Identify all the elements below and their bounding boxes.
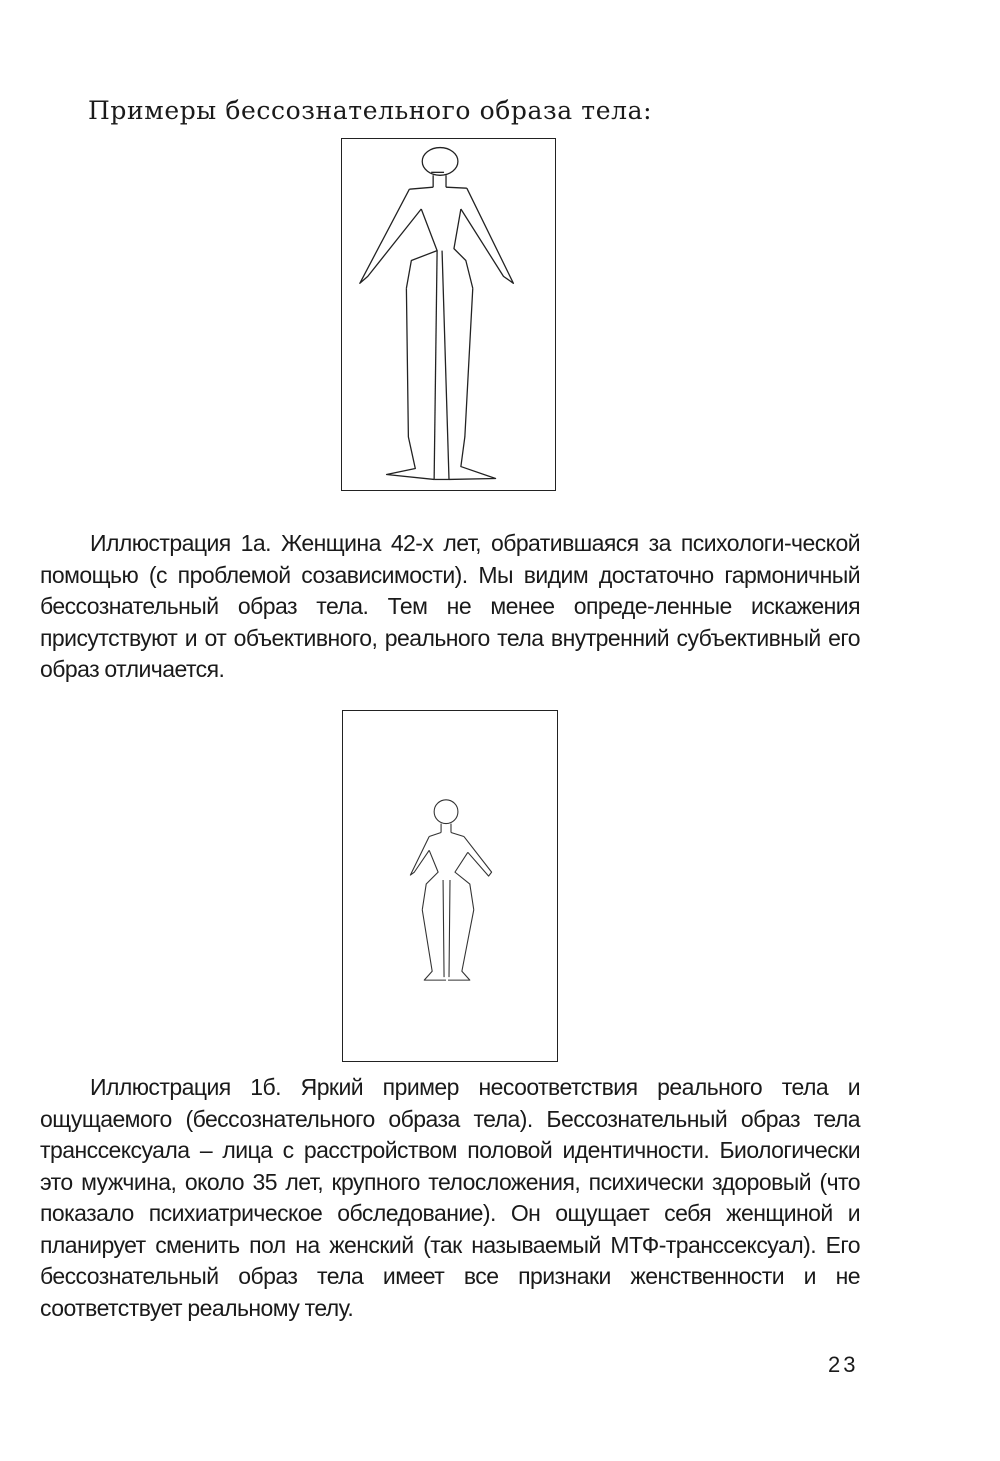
figure-1b-left-leg (422, 910, 446, 980)
figure-1a-right-leg (449, 288, 496, 479)
figure-1b-head (434, 800, 458, 824)
figure-1a-shoulders (409, 187, 466, 189)
figure-1a-left-leg (387, 288, 435, 479)
figure-1a-frame (341, 138, 556, 491)
figure-1b-neck (441, 824, 451, 833)
figure-1a-neck (433, 175, 446, 187)
figure-1a-right-arm (461, 188, 514, 283)
figure-1b-right-arm (464, 836, 492, 876)
figure-1a-right-side (454, 209, 473, 288)
page-number: 23 (828, 1352, 859, 1377)
figure-1b-right-leg (448, 910, 474, 980)
figure-1b-shoulders (429, 833, 464, 837)
figure-1a-head (422, 148, 458, 176)
figure-1b-left-arm (410, 836, 429, 875)
figure-1b-frame (342, 710, 558, 1062)
body-drawing-1b (343, 711, 557, 1061)
caption-1b: Иллюстрация 1б. Яркий пример несоответствия реального тела и ощущаемого (бессознательного образа тела). Бессознательный образ тела транссексуала – лица с расстройством половой идентичности. Биологически это мужчина, около 35 лет, крупного телосложения, психически здоровый (что показало психиатрическое обследование). Он ощущает себя женщиной и планирует сменить пол на женский (так называемый МТФ-транссексуал). Его бессознательный образ тела имеет все признаки женственности и не соответствует реальному телу. (40, 1074, 860, 1321)
figure-1a-left-arm (360, 189, 421, 283)
figure-1b-right-side (455, 852, 474, 909)
caption-1a: Иллюстрация 1а. Женщина 42-х лет, обратившаяся за психологи-ческой помощью (с проблемой созависимости). Мы видим достаточно гармоничный бессознательный образ тела. Тем не менее опреде-ленные искажения присутствуют и от объективного, реального тела внутренний субъективный его образ отличается. (40, 530, 860, 682)
body-drawing-1a (342, 139, 555, 490)
page-title: Примеры бессознательного образа тела: (88, 96, 653, 125)
figure-1b-left-side (422, 850, 438, 909)
